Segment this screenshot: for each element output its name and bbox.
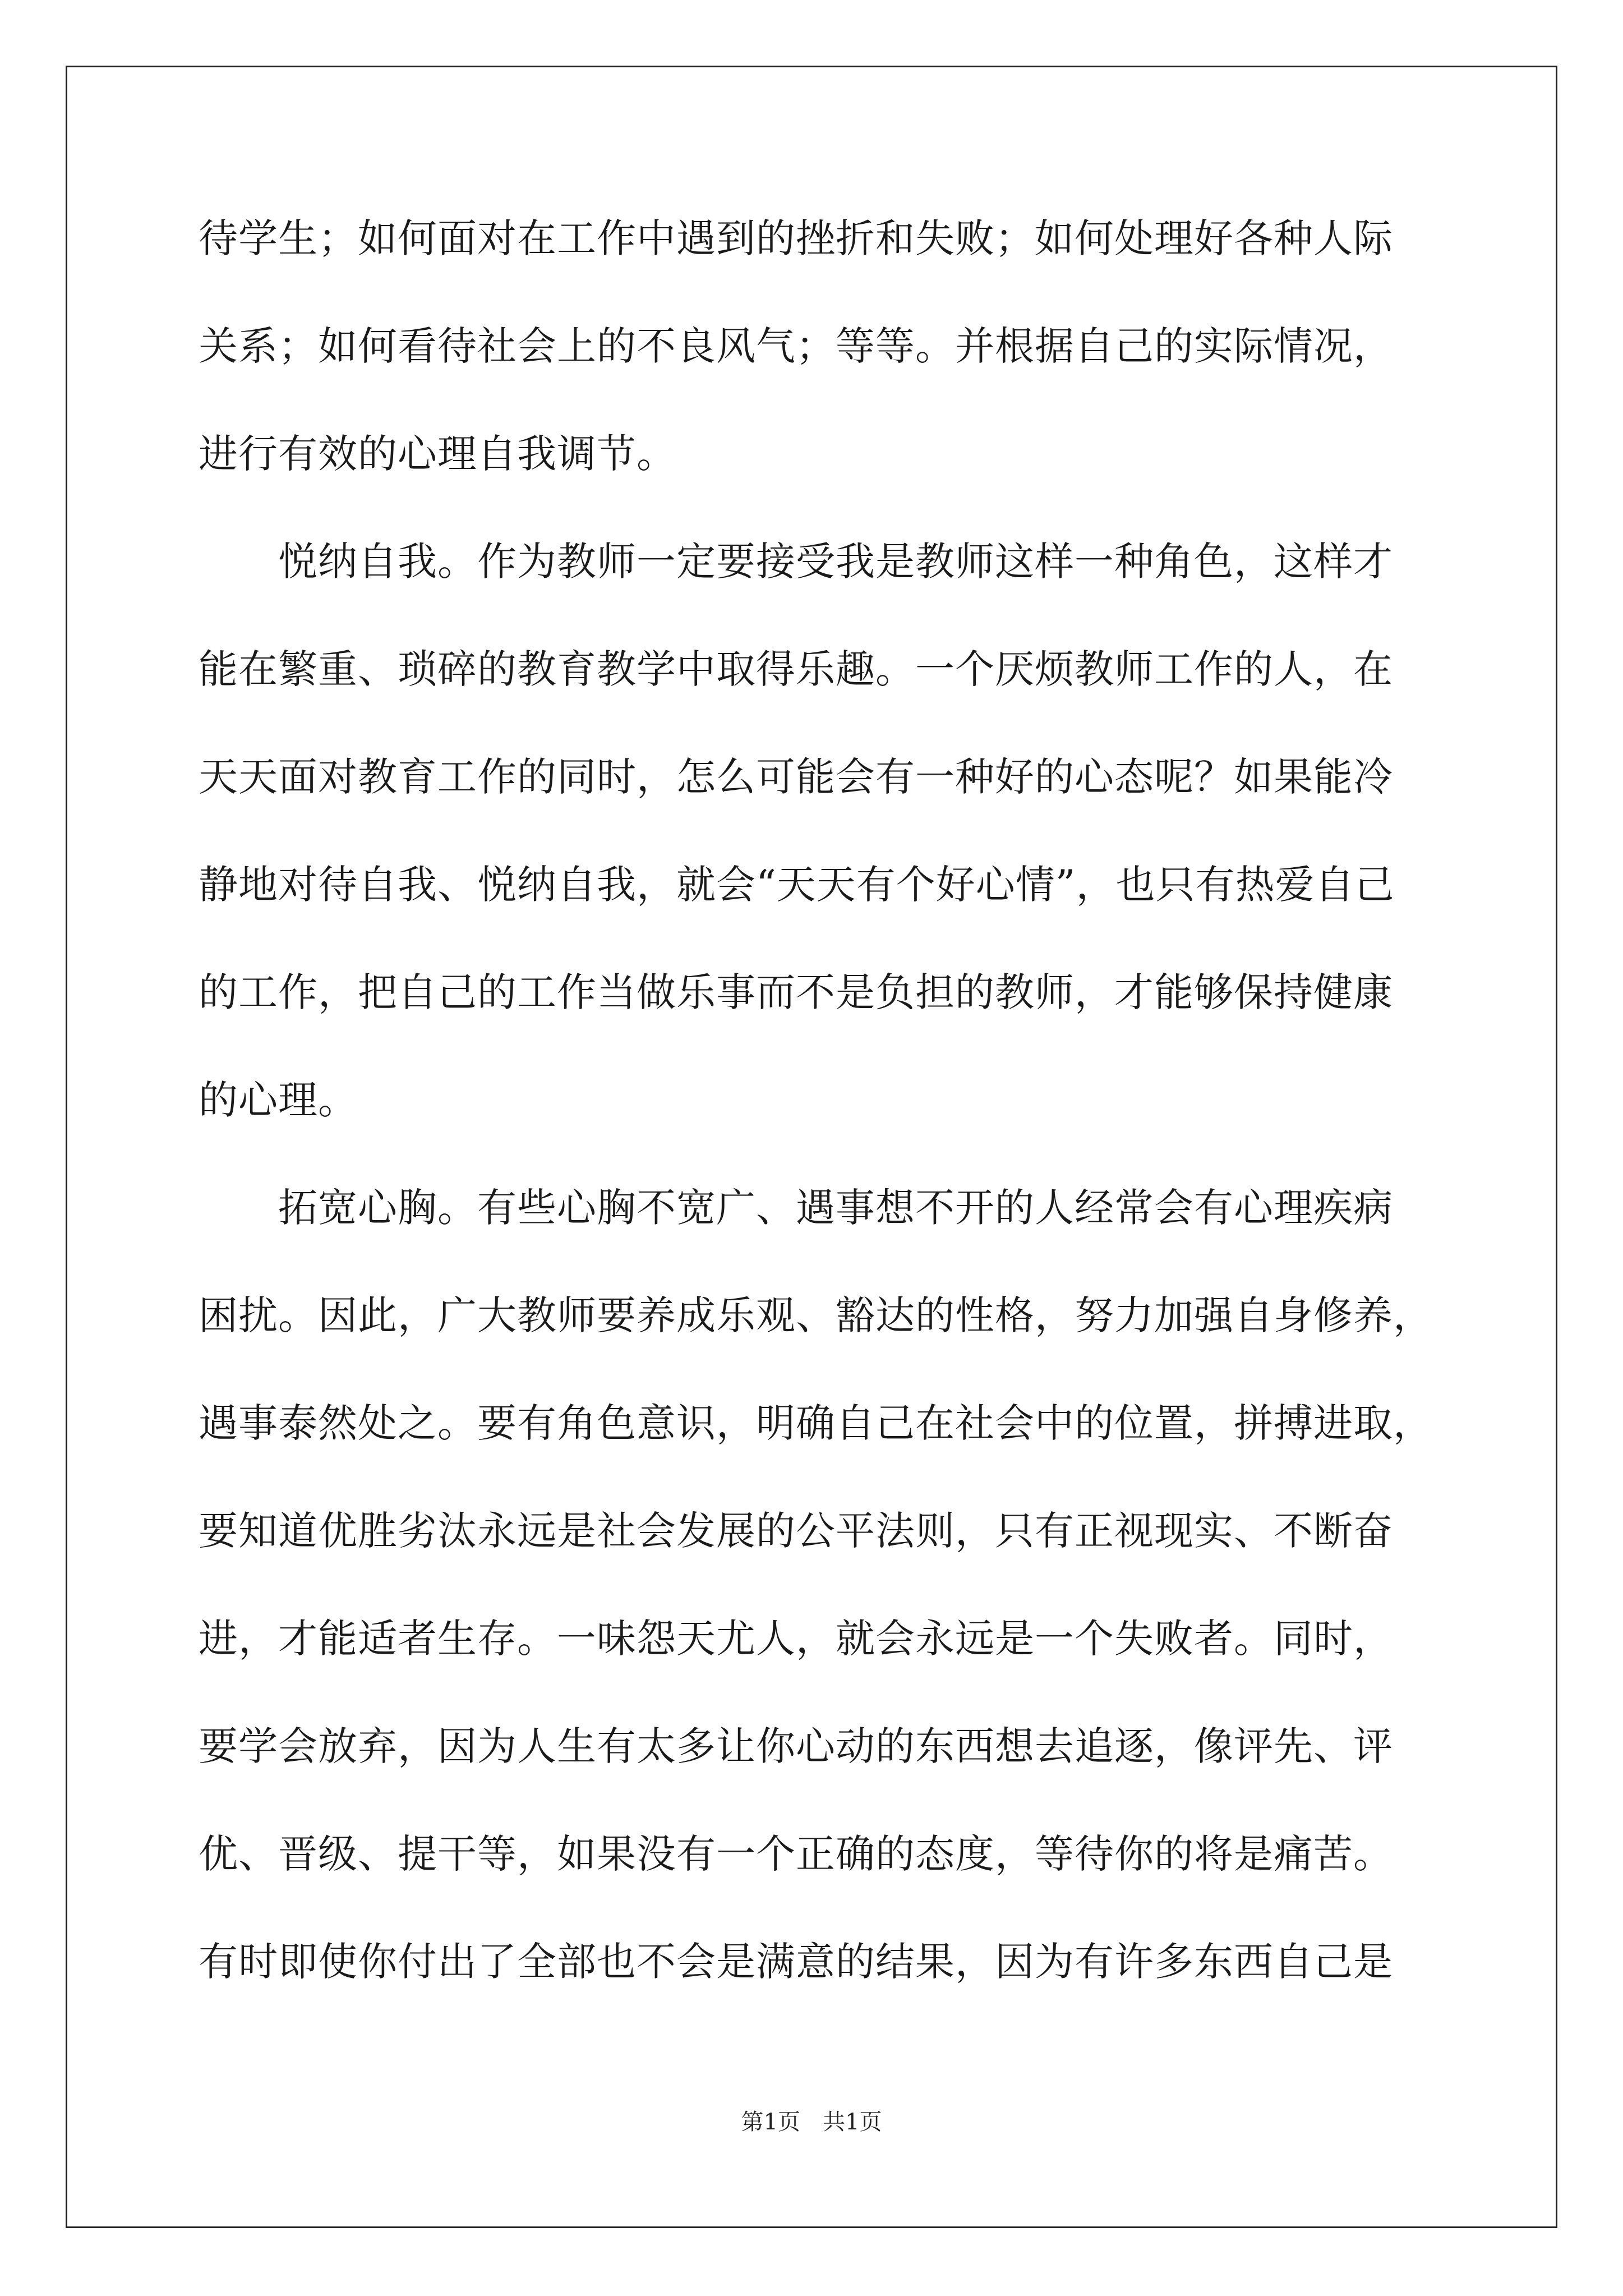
text-line: 能在繁重、琐碎的教育教学中取得乐趣。一个厌烦教师工作的人，在 [199,646,1393,692]
text-line: 待学生；如何面对在工作中遇到的挫折和失败；如何处理好各种人际 [199,215,1393,261]
text-line: 困扰。因此，广大教师要养成乐观、豁达的性格，努力加强自身修养， [199,1292,1433,1338]
text-line: 进行有效的心理自我调节。 [199,431,676,477]
text-line: 要学会放弃，因为人生有太多让你心动的东西想去追逐，像评先、评 [199,1723,1393,1769]
text-line: 遇事泰然处之。要有角色意识，明确自己在社会中的位置，拼搏进取， [199,1400,1433,1446]
page-number: 第1页 共1页 [741,2109,882,2135]
text-line: 拓宽心胸。有些心胸不宽广、遇事想不开的人经常会有心理疾病 [199,1185,1393,1231]
text-line: 悦纳自我。作为教师一定要接受我是教师这样一种角色，这样才 [199,539,1393,585]
text-line: 要知道优胜劣汰永远是社会发展的公平法则，只有正视现实、不断奋 [199,1508,1393,1554]
document-body [199,215,1433,2050]
text-line: 天天面对教育工作的同时，怎么可能会有一种好的心态呢？如果能冷 [199,754,1393,800]
text-line: 的工作，把自己的工作当做乐事而不是负担的教师，才能够保持健康 [199,969,1393,1015]
text-line: 的心理。 [199,1077,358,1123]
text-line: 进，才能适者生存。一味怨天尤人，就会永远是一个失败者。同时， [199,1616,1393,1662]
text-line: 静地对待自我、悦纳自我，就会“天天有个好心情”，也只有热爱自己 [199,862,1395,908]
text-line: 关系；如何看待社会上的不良风气；等等。并根据自己的实际情况， [199,323,1393,369]
text-line: 优、晋级、提干等，如果没有一个正确的态度，等待你的将是痛苦。 [199,1831,1393,1877]
text-line: 有时即使你付出了全部也不会是满意的结果，因为有许多东西自己是 [199,1939,1393,1985]
